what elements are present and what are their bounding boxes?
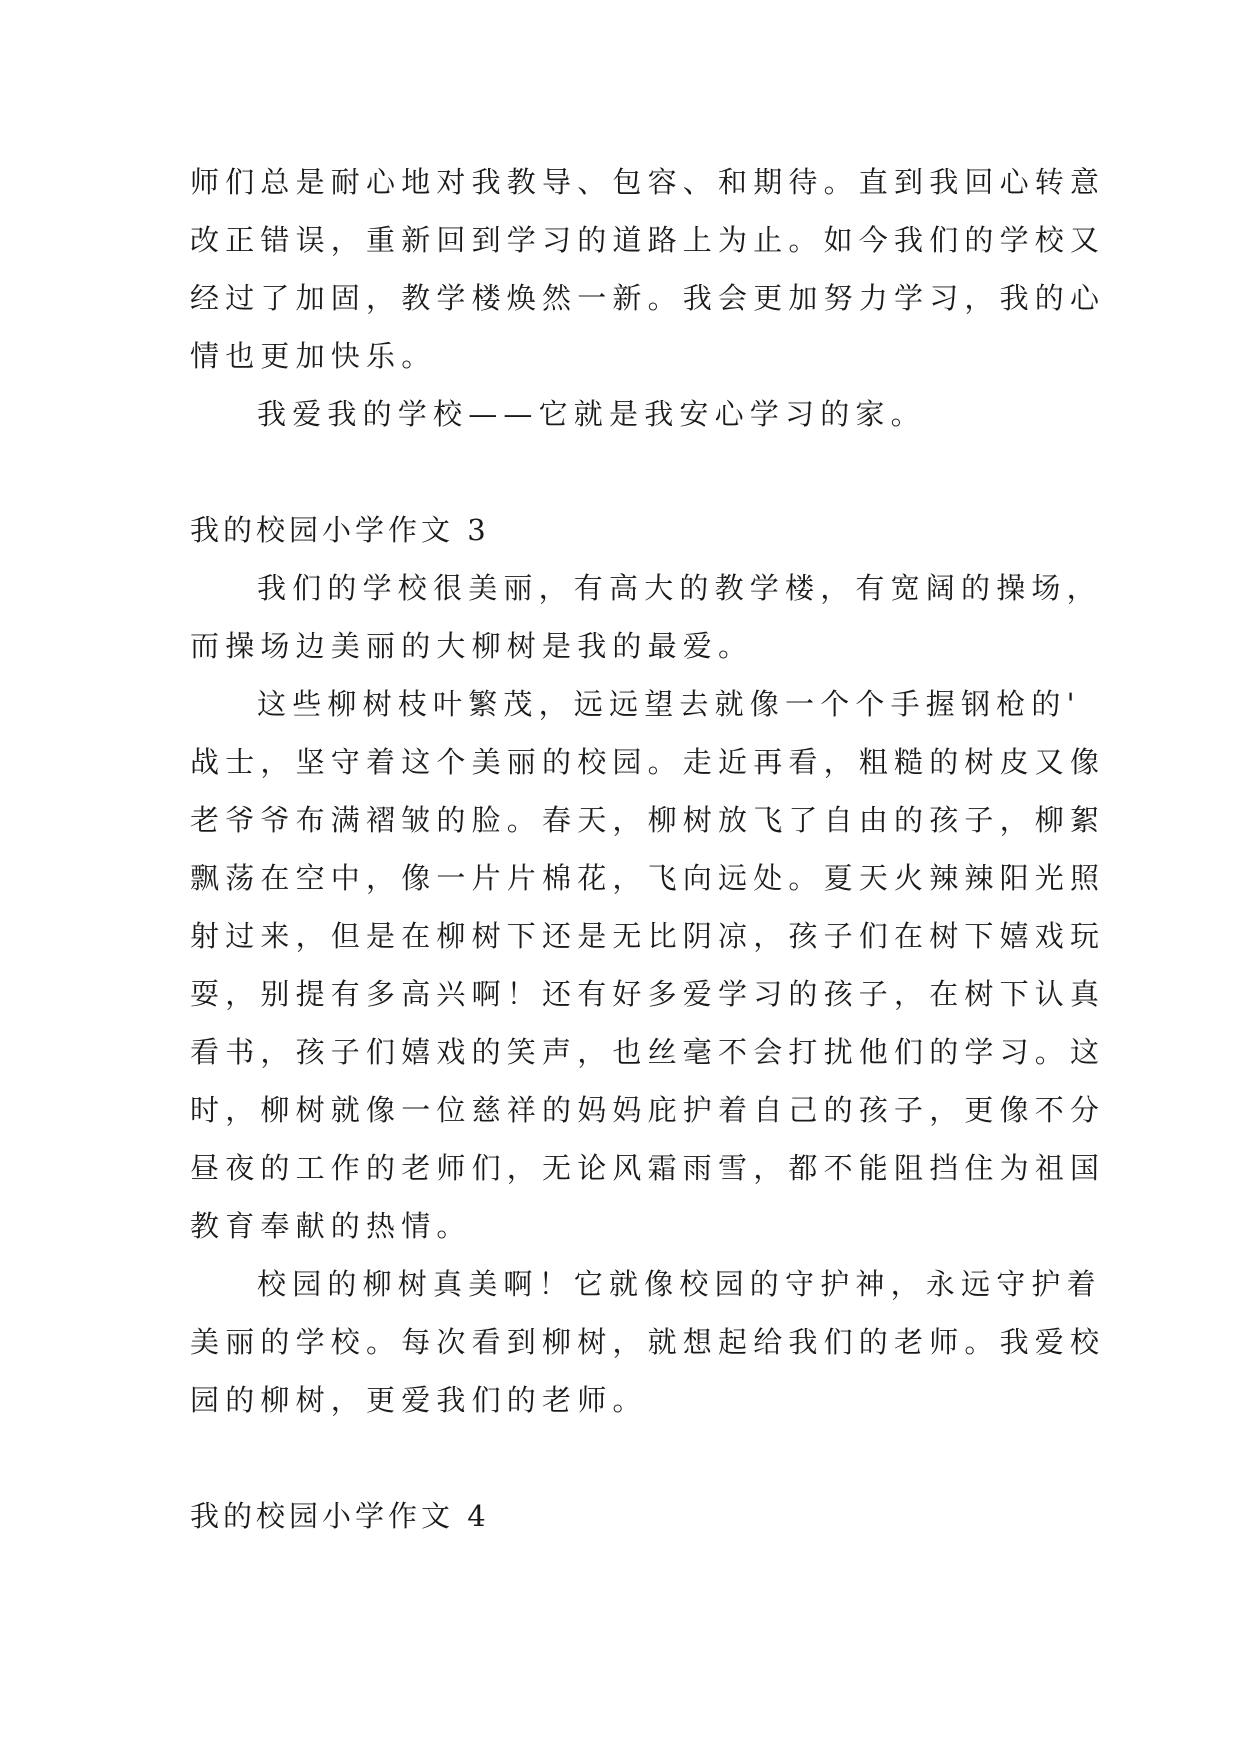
paragraph-3-line-2: 而操场边美丽的大柳树是我的最爱。	[190, 629, 754, 663]
paragraph-5-line-2: 美丽的学校。每次看到柳树，就想起给我们的老师。我爱校	[190, 1325, 1106, 1359]
paragraph-5-line-3: 园的柳树，更爱我们的老师。	[190, 1383, 648, 1417]
paragraph-4-line-1: 这些柳树枝叶繁茂，远远望去就像一个个手握钢枪的'	[257, 687, 1081, 721]
paragraph-3-line-1: 我们的学校很美丽，有高大的教学楼，有宽阔的操场，	[257, 571, 1102, 605]
paragraph-4-line-6: 耍，别提有多高兴啊！还有好多爱学习的孩子，在树下认真	[190, 977, 1106, 1011]
paragraph-1-line-4: 情也更加快乐。	[190, 339, 437, 373]
section-heading-3: 我的校园小学作文 3	[190, 513, 490, 547]
paragraph-4-line-5: 射过来，但是在柳树下还是无比阴凉，孩子们在树下嬉戏玩	[190, 919, 1106, 953]
paragraph-2-line-1: 我爱我的学校——它就是我安心学习的家。	[257, 397, 926, 431]
paragraph-4-line-7: 看书，孩子们嬉戏的笑声，也丝毫不会打扰他们的学习。这	[190, 1035, 1106, 1069]
paragraph-4-line-2: 战士，坚守着这个美丽的校园。走近再看，粗糙的树皮又像	[190, 745, 1106, 779]
paragraph-4-line-9: 昼夜的工作的老师们，无论风霜雨雪，都不能阻挡住为祖国	[190, 1151, 1106, 1185]
paragraph-4-line-4: 飘荡在空中，像一片片棉花，飞向远处。夏天火辣辣阳光照	[190, 861, 1106, 895]
paragraph-1-line-1: 师们总是耐心地对我教导、包容、和期待。直到我回心转意	[190, 165, 1106, 199]
paragraph-4-line-3: 老爷爷布满褶皱的脸。春天，柳树放飞了自由的孩子，柳絮	[190, 803, 1106, 837]
paragraph-1-line-2: 改正错误，重新回到学习的道路上为止。如今我们的学校又	[190, 223, 1106, 257]
section-heading-4: 我的校园小学作文 4	[190, 1499, 490, 1533]
paragraph-5-line-1: 校园的柳树真美啊！它就像校园的守护神，永远守护着	[257, 1267, 1102, 1301]
paragraph-4-line-8: 时，柳树就像一位慈祥的妈妈庇护着自己的孩子，更像不分	[190, 1093, 1106, 1127]
paragraph-1-line-3: 经过了加固，教学楼焕然一新。我会更加努力学习，我的心	[190, 281, 1106, 315]
paragraph-4-line-10: 教育奉献的热情。	[190, 1209, 472, 1243]
